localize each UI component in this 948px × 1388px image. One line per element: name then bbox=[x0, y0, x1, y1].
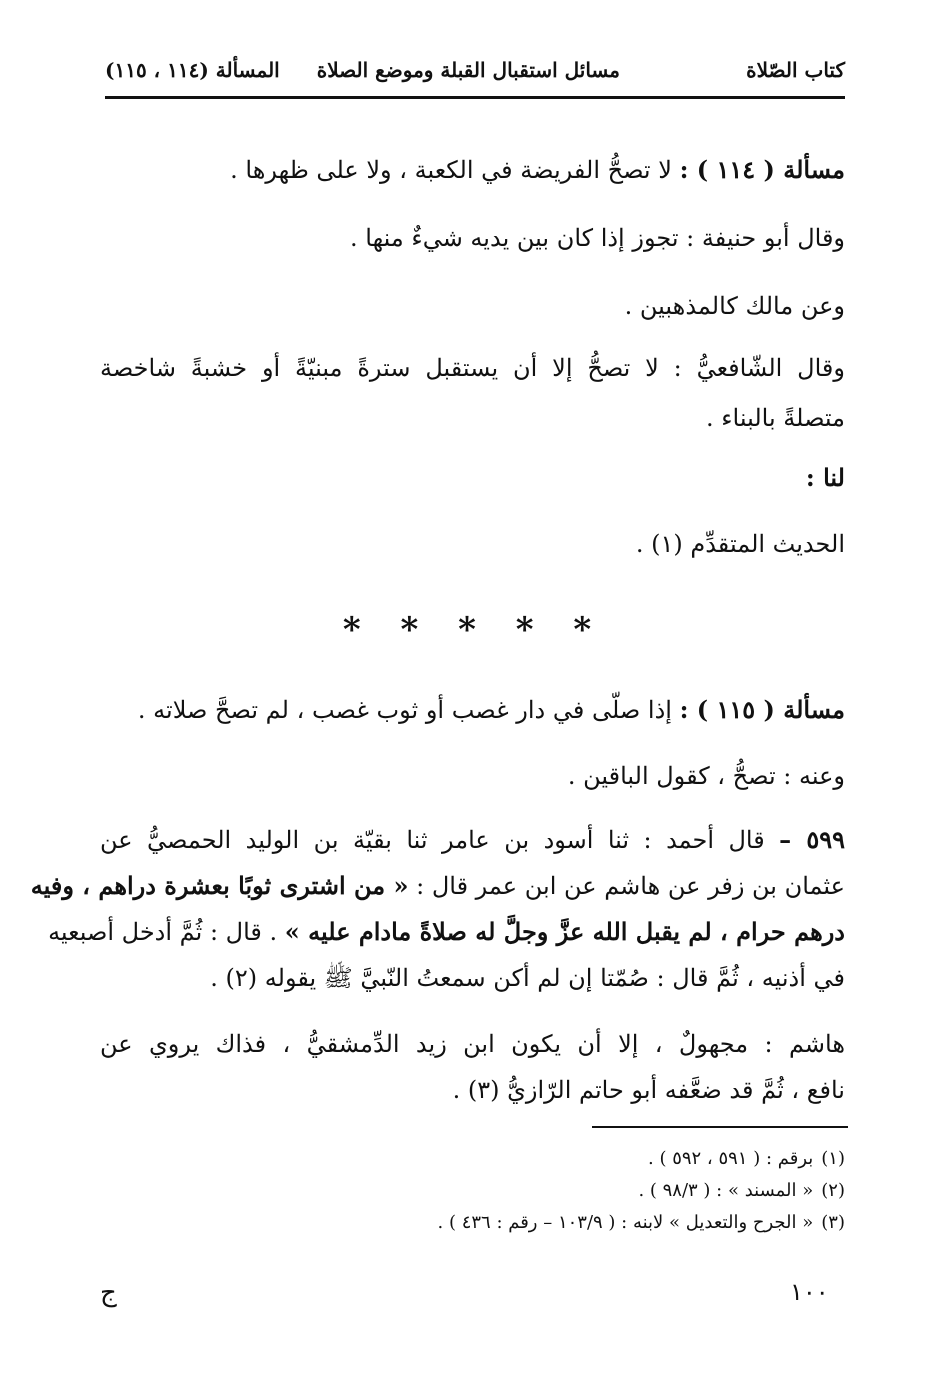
section-separator: * * * * * bbox=[342, 610, 606, 650]
issue-114-line-3: وعن مالك كالمذهبين . bbox=[624, 292, 845, 320]
hadith-line-3: درهم حرام ، لم يقبل الله عزَّ وجلَّ له صلاةً مادام عليه » . قال : ثُمَّ أدخل أصبعيه bbox=[48, 917, 845, 946]
running-header bbox=[105, 52, 845, 92]
hadith-quote-end: درهم حرام ، لم يقبل الله عزَّ وجلَّ له صلاةً مادام عليه » bbox=[284, 917, 845, 946]
hadith-line-1: ٥٩٩ – قال أحمد : ثنا أسود بن عامر ثنا بقيّة بن الوليد الحمصيُّ عن bbox=[100, 825, 845, 854]
issue-114-line-1 bbox=[100, 148, 845, 192]
footnote-3: (٣)« الجرح والتعديل » لابنه : ( ١٠٣/٩ – رقم : ٤٣٦ ) . bbox=[437, 1212, 845, 1233]
issue-114-line-2: وقال أبو حنيفة : تجوز إذا كان بين يديه شيءٌ منها . bbox=[350, 224, 845, 252]
footnote-1: (١)برقم : ( ٥٩١ ، ٥٩٢ ) . bbox=[648, 1148, 845, 1169]
issue-114-line-5: متصلةً بالبناء . bbox=[706, 404, 845, 432]
hadith-quote: « من اشترى ثوبًا بعشرة دراهم ، وفيه bbox=[30, 871, 409, 900]
issue-114-line-4: وقال الشّافعيُّ : لا تصحُّ إلا أن يستقبل سترةً مبنيّةً أو خشبةً شاخصة bbox=[100, 354, 845, 382]
footnote-rule bbox=[592, 1126, 848, 1128]
header-chapter-title: مسائل استقبال القبلة وموضع الصلاة bbox=[316, 58, 620, 82]
comment-line-1: هاشم : مجهولٌ ، إلا أن يكون ابن زيد الدِّمشقيُّ ، فذاك يروي عن bbox=[100, 1030, 845, 1058]
issue-115-label: مسألة ( ١١٥ ) : bbox=[679, 695, 845, 724]
issue-114-lana: لنا : bbox=[805, 463, 845, 492]
issue-114-line-7: الحديث المتقدِّم (١) . bbox=[635, 530, 845, 558]
comment-line-2: نافع ، ثُمَّ قد ضعَّفه أبو حاتم الرّازيُّ (٣) . bbox=[452, 1076, 845, 1104]
issue-115-text: إذا صلّى في دار غصب أو ثوب غصب ، لم تصحَّ صلاته . bbox=[137, 696, 672, 724]
hadith-number: ٥٩٩ – bbox=[779, 825, 845, 854]
issue-115-line-2: وعنه : تصحُّ ، كقول الباقين . bbox=[567, 762, 845, 790]
page-number: ١٠٠ bbox=[790, 1278, 829, 1306]
issue-115-line-1 bbox=[100, 688, 845, 732]
header-issue-range: المسألة (١١٤ ، ١١٥) bbox=[105, 58, 280, 82]
hadith-line-2: عثمان بن زفر عن هاشم عن ابن عمر قال : « من اشترى ثوبًا بعشرة دراهم ، وفيه bbox=[30, 871, 845, 900]
signature-mark: ج bbox=[100, 1278, 117, 1308]
footnote-2: (٢)« المسند » : ( ٩٨/٣ ) . bbox=[638, 1180, 845, 1201]
header-book-title: كتاب الصّلاة bbox=[746, 58, 845, 82]
hadith-line-4: في أذنيه ، ثُمَّ قال : صُمّتا إن لم أكن سمعتُ النّبيَّ ﷺ يقوله (٢) . bbox=[210, 964, 845, 992]
issue-114-text: لا تصحُّ الفريضة في الكعبة ، ولا على ظهرها . bbox=[230, 156, 672, 184]
header-rule bbox=[105, 96, 845, 99]
issue-114-label: مسألة ( ١١٤ ) : bbox=[679, 155, 845, 184]
